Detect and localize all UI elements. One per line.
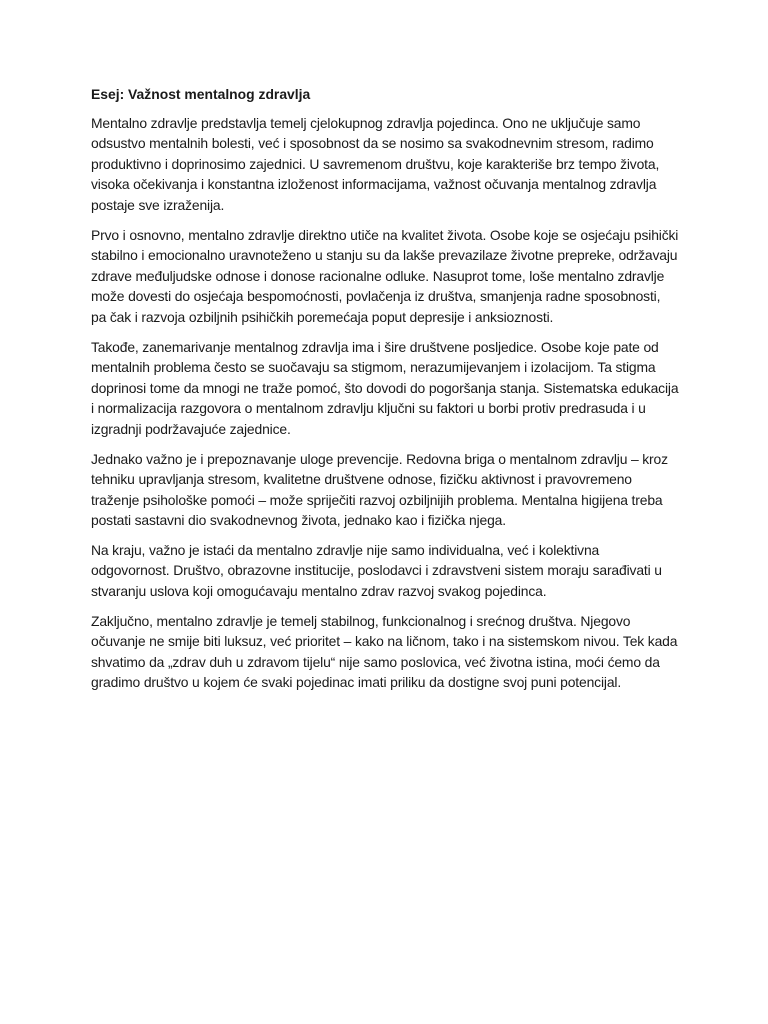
paragraph-6: Zaključno, mentalno zdravlje je temelj stabilnog, funkcionalnog i srećnog društva. Njegovo očuvanje ne smije biti luksuz, već prioritet – kako na ličnom, tako i na sistemskom nivou. Tek kada shvatimo da „zdrav duh u zdravom tijelu“ nije samo poslovica, već životna istina, moći ćemo da gradimo društvo u kojem će svaki pojedinac imati priliku da dostigne svoj puni potencijal. [91,612,678,691]
paragraph-1: Mentalno zdravlje predstavlja temelj cjelokupnog zdravlja pojedinca. Ono ne uključuje samo odsustvo mentalnih bolesti, već i sposobnost da se nosimo sa svakodnevnim stresom, radimo produktivno i doprinosimo zajednici. U savremenom društvu, koje karakteriše brz tempo života, visoka očekivanja i konstantna izloženost informacijama, važnost očuvanja mentalnog zdravlja postaje sve izraženija. [91,114,660,213]
paragraph-5: Na kraju, važno je istaći da mentalno zdravlje nije samo individualna, već i kolektivna odgovornost. Društvo, obrazovne institucije, poslodavci i zdravstveni sistem moraju sarađivati u stvaranju uslova koji omogućavaju mentalno zdrav razvoj svakog pojedinca. [91,541,662,600]
document-page [91,84,679,702]
paragraph-3: Takođe, zanemarivanje mentalnog zdravlja ima i šire društvene posljedice. Osobe koje pate od mentalnih problema često se suočavaju sa stigmom, nerazumijevanjem i izolacijom. Ta stigma doprinosi tome da mnogi ne traže pomoć, što dovodi do pogoršanja stanja. Sistematska edukacija i normalizacija razgovora o mentalnom zdravlju ključni su faktori u borbi protiv predrasuda i u izgradnji podržavajuće zajednice. [91,338,679,437]
paragraph-2: Prvo i osnovno, mentalno zdravlje direktno utiče na kvalitet života. Osobe koje se osjećaju psihički stabilno i emocionalno uravnoteženo u stanju su da lakše prevazilaze životne prepreke, održavaju zdrave međuljudske odnose i donose racionalne odluke. Nasuprot tome, loše mentalno zdravlje može dovesti do osjećaja bespomoćnosti, povlačenja iz društva, smanjenja radne sposobnosti, pa čak i razvoja ozbiljnih psihičkih poremećaja poput depresije i anksioznosti. [91,226,679,325]
essay-title: Esej: Važnost mentalnog zdravlja [91,86,311,102]
paragraph-4: Jednako važno je i prepoznavanje uloge prevencije. Redovna briga o mentalnom zdravlju – kroz tehniku upravljanja stresom, kvalitetne društvene odnose, fizičku aktivnost i pravovremeno traženje psihološke pomoći – može spriječiti razvoj ozbiljnijih problema. Mentalna higijena treba postati sastavni dio svakodnevnog života, jednako kao i fizička njega. [91,450,668,529]
